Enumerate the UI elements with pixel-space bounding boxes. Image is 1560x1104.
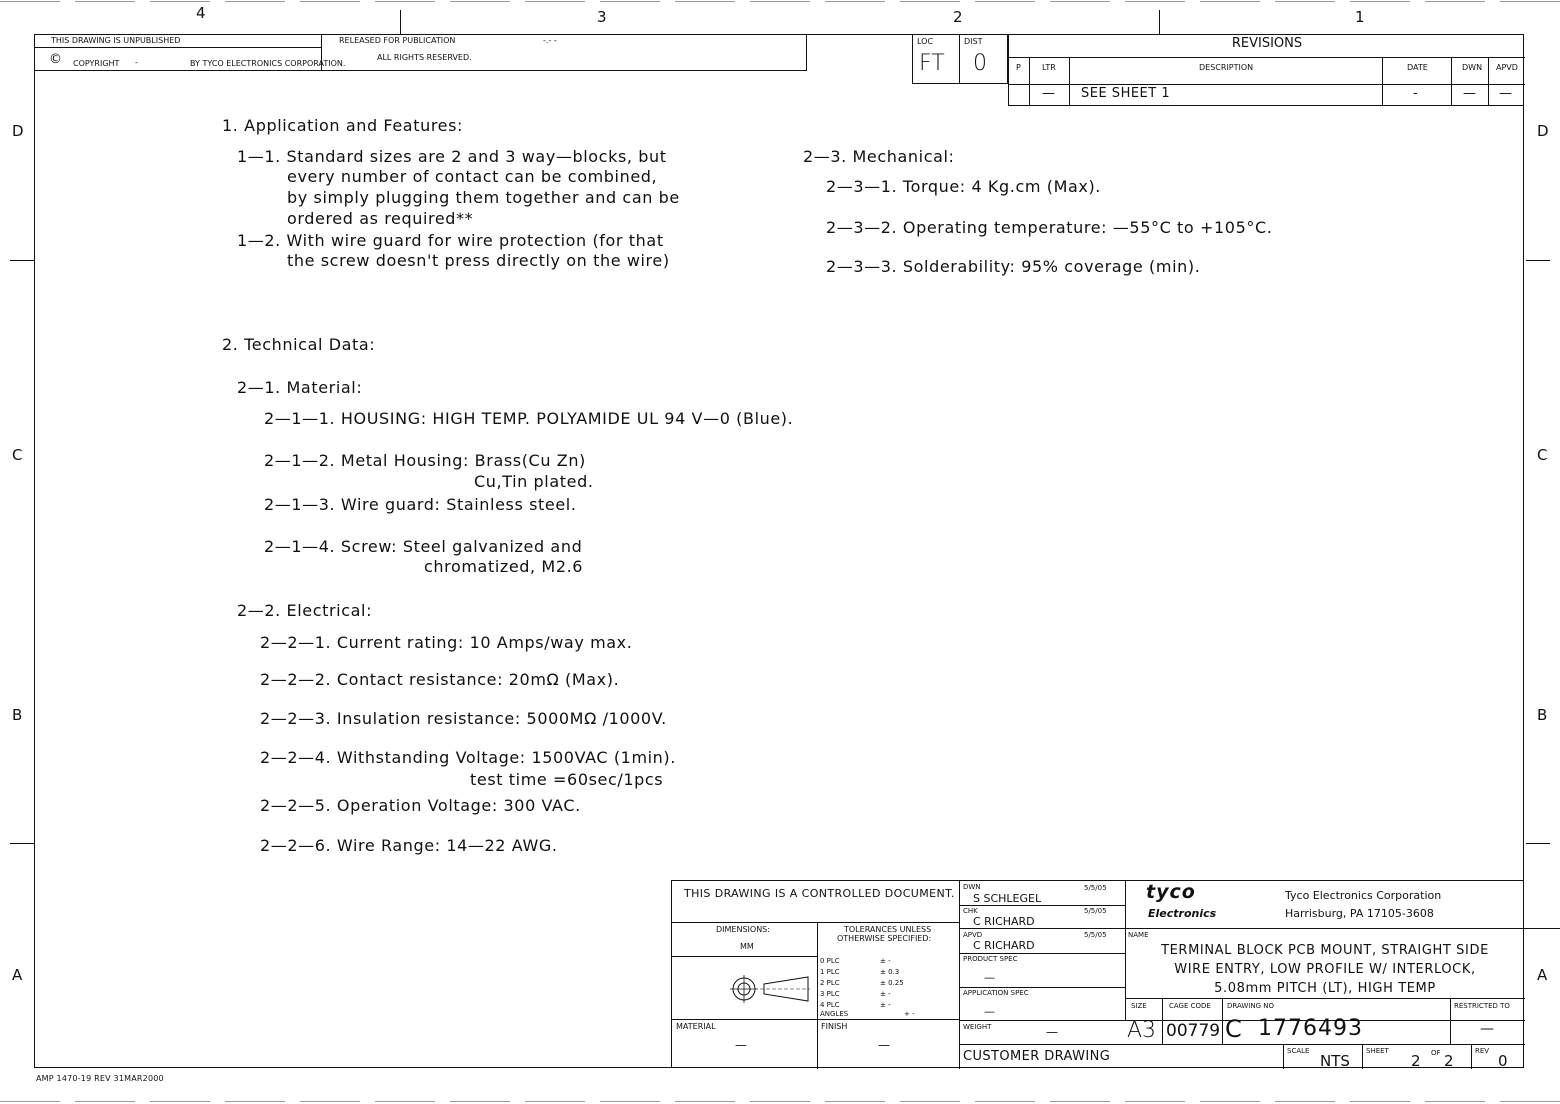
spec-line: 2—2—5. Operation Voltage: 300 VAC. [260,796,581,815]
size-value: A3 [1127,1018,1157,1043]
rev-label: REV [1475,1047,1490,1055]
dimensions-unit: MM [740,942,754,951]
zone-letter: D [1537,122,1549,140]
zone-letter: A [12,966,23,984]
spec-line: 2—2—1. Current rating: 10 Amps/way max. [260,633,633,652]
controlled-doc-label: THIS DRAWING IS A CONTROLLED DOCUMENT. [684,887,955,900]
size-label: SIZE [1131,1002,1147,1010]
copyright-symbol: © [49,52,62,67]
zone-letter: D [12,122,24,140]
chk-name: C RICHARD [973,915,1035,928]
released-label: RELEASED FOR PUBLICATION [339,36,456,45]
zone-letter: B [1537,706,1548,724]
zone-letter: A [1537,966,1548,984]
drawing-no-label: DRAWING NO [1227,1002,1274,1010]
restricted-to-label: RESTRICTED TO [1454,1002,1510,1010]
cage-code-label: CAGE CODE [1169,1002,1211,1010]
finish-value: — [878,1038,890,1052]
material-heading: 2—1. Material: [237,378,363,397]
dist-label: DIST [964,37,983,46]
chk-date: 5/5/05 [1084,907,1107,915]
unpublished-label: THIS DRAWING IS UNPUBLISHED [51,36,181,45]
tolerances-line1: TOLERANCES UNLESS [844,925,932,934]
form-number: AMP 1470-19 REV 31MAR2000 [36,1074,164,1083]
drawing-no-value: 1776493 [1258,1016,1363,1041]
rev-col-ltr: LTR [1042,63,1056,72]
bottom-dash-frame [0,1101,1560,1102]
spec-line: every number of contact can be combined, [287,167,658,186]
spec-line: 1—2. With wire guard for wire protection (for that [237,231,664,250]
spec-line: test time =60sec/1pcs [470,770,664,789]
company-name: Tyco Electronics Corporation [1285,889,1442,902]
application-spec-value: — [984,1005,995,1018]
loc-value: FT [919,51,945,76]
rev-col-apvd: APVD [1496,63,1518,72]
spec-line: 2—2—4. Withstanding Voltage: 1500VAC (1min). [260,748,676,767]
rev-col-p: P [1016,63,1021,72]
spec-line: chromatized, M2.6 [424,557,584,576]
rev-col-dwn: DWN [1462,63,1483,72]
spec-line: 2—2—2. Contact resistance: 20mΩ (Max). [260,670,620,689]
revisions-table [1008,34,1524,106]
dwn-date: 5/5/05 [1084,884,1107,892]
third-angle-projection-icon [730,975,810,1003]
apvd-name: C RICHARD [973,939,1035,952]
scale-label: SCALE [1287,1047,1310,1055]
tyco-logo: tyco [1146,881,1196,903]
by-tyco-label: BY TYCO ELECTRONICS CORPORATION. [190,59,346,68]
copyright-dash: - [135,58,138,67]
apvd-date: 5/5/05 [1084,931,1107,939]
dwn-name: S SCHLEGEL [973,892,1042,905]
spec-line: 2—3—1. Torque: 4 Kg.cm (Max). [826,177,1101,196]
rights-label: ALL RIGHTS RESERVED. [377,53,472,62]
spec-line: 2—1—4. Screw: Steel galvanized and [264,537,583,556]
sheet-value: 2 [1411,1052,1421,1070]
of-value: 2 [1444,1052,1454,1070]
rev-col-date: DATE [1407,63,1428,72]
section1-heading: 1. Application and Features: [222,116,464,135]
spec-line: 2—1—2. Metal Housing: Brass(Cu Zn) [264,451,586,470]
loc-label: LOC [917,37,934,46]
zone-letter: C [12,446,23,464]
chk-label: CHK [963,907,978,915]
spec-line: Cu,Tin plated. [474,472,594,491]
mechanical-heading: 2—3. Mechanical: [803,147,955,166]
material-label: MATERIAL [676,1022,716,1031]
spec-line: 1—1. Standard sizes are 2 and 3 way—blocks, but [237,147,667,166]
apvd-label: APVD [963,931,983,939]
tyco-logo-electronics: Electronics [1148,907,1217,920]
electrical-heading: 2—2. Electrical: [237,601,373,620]
application-spec-label: APPLICATION SPEC [963,989,1029,997]
rev-value: 0 [1498,1052,1508,1070]
zone-number: 1 [1355,8,1365,26]
spec-line: by simply plugging them together and can be [287,188,680,207]
spec-line: ordered as required** [287,209,474,228]
zone-number: 2 [953,8,963,26]
sheet-label: SHEET [1366,1047,1389,1055]
spec-line: 2—1—3. Wire guard: Stainless steel. [264,495,577,514]
part-name: TERMINAL BLOCK PCB MOUNT, STRAIGHT SIDE WIRE ENTRY, LOW PROFILE W/ INTERLOCK, 5.08mm PITCH (LT), HIGH TEMP [1161,943,1489,996]
dist-value: 0 [973,51,987,76]
released-value: -.- - [543,36,557,45]
tolerances-line2: OTHERWISE SPECIFIED: [837,934,932,943]
finish-label: FINISH [821,1022,848,1031]
company-address: Harrisburg, PA 17105-3608 [1285,907,1434,920]
copyright-block [34,34,807,71]
spec-line: 2—1—1. HOUSING: HIGH TEMP. POLYAMIDE UL 94 V—0 (Blue). [264,409,794,428]
rev-date-value: - [1413,86,1418,101]
weight-label: WEIGHT [963,1023,992,1031]
revisions-title: REVISIONS [1231,36,1303,51]
dwn-label: DWN [963,883,981,891]
spec-line: the screw doesn't press directly on the wire) [287,251,670,270]
weight-value: — [1046,1025,1058,1039]
product-spec-value: — [984,971,995,984]
restricted-to-value: — [1480,1021,1494,1037]
drawing-no-prefix: C [1225,1015,1242,1043]
rev-description-value: SEE SHEET 1 [1081,86,1171,101]
zone-number: 3 [597,8,607,26]
rev-dwn-value: — [1463,86,1476,101]
zone-letter: B [12,706,23,724]
title-block: THIS DRAWING IS A CONTROLLED DOCUMENT. DIMENSIONS: MM TOLERANCES UNLESS OTHERWISE SPECIFIED: 0 PLC ± - 1 PLC ± 0.3 2 PLC ± 0.25 3 PLC ± - 4 PLC ± - ANGLES + - MATERIAL — FINISH — DWN S SCHLEGEL 5/5/05 CHK C RICHARD 5/5/05 APVD C RICHARD 5/5/05 PRODUCT SPEC — APPLICATION SPEC — WEIGHT — CUSTOMER DRAWING tyco Electronics Tyco Electronics Corporation Harrisburg, PA 17105-3608 NAME TERMINAL BLOCK PCB MOUNT, STRAIGHT SIDE WIRE ENTRY, LOW PROFILE W/ INTERLOCK, 5.08mm PITCH (LT), HIGH TEMP SIZE A3 CAGE CODE 00779 DRAWING NO C 1776493 RESTRICTED TO — SCALE NTS SHEET 2 OF 2 REV 0 [671,880,1524,1068]
section2-heading: 2. Technical Data: [222,335,376,354]
cage-code-value: 00779 [1166,1021,1221,1041]
spec-line: 2—2—6. Wire Range: 14—22 AWG. [260,836,558,855]
zone-number: 4 [196,4,206,22]
rev-apvd-value: — [1499,86,1512,101]
spec-line: 2—3—2. Operating temperature: —55°C to +105°C. [826,218,1273,237]
name-label: NAME [1128,931,1149,939]
loc-dist-block [912,34,1008,84]
customer-drawing-label: CUSTOMER DRAWING [963,1049,1111,1064]
dimensions-label: DIMENSIONS: [716,925,770,934]
spec-line: 2—2—3. Insulation resistance: 5000MΩ /1000V. [260,709,667,728]
copyright-label: COPYRIGHT [73,59,120,68]
of-label: OF [1431,1049,1441,1057]
spec-line: 2—3—3. Solderability: 95% coverage (min). [826,257,1201,276]
top-dash-frame [0,1,1560,2]
rev-col-description: DESCRIPTION [1199,63,1254,72]
material-value: — [735,1038,747,1052]
product-spec-label: PRODUCT SPEC [963,955,1018,963]
rev-ltr-value: — [1042,86,1055,101]
scale-value: NTS [1320,1052,1350,1070]
zone-letter: C [1537,446,1548,464]
